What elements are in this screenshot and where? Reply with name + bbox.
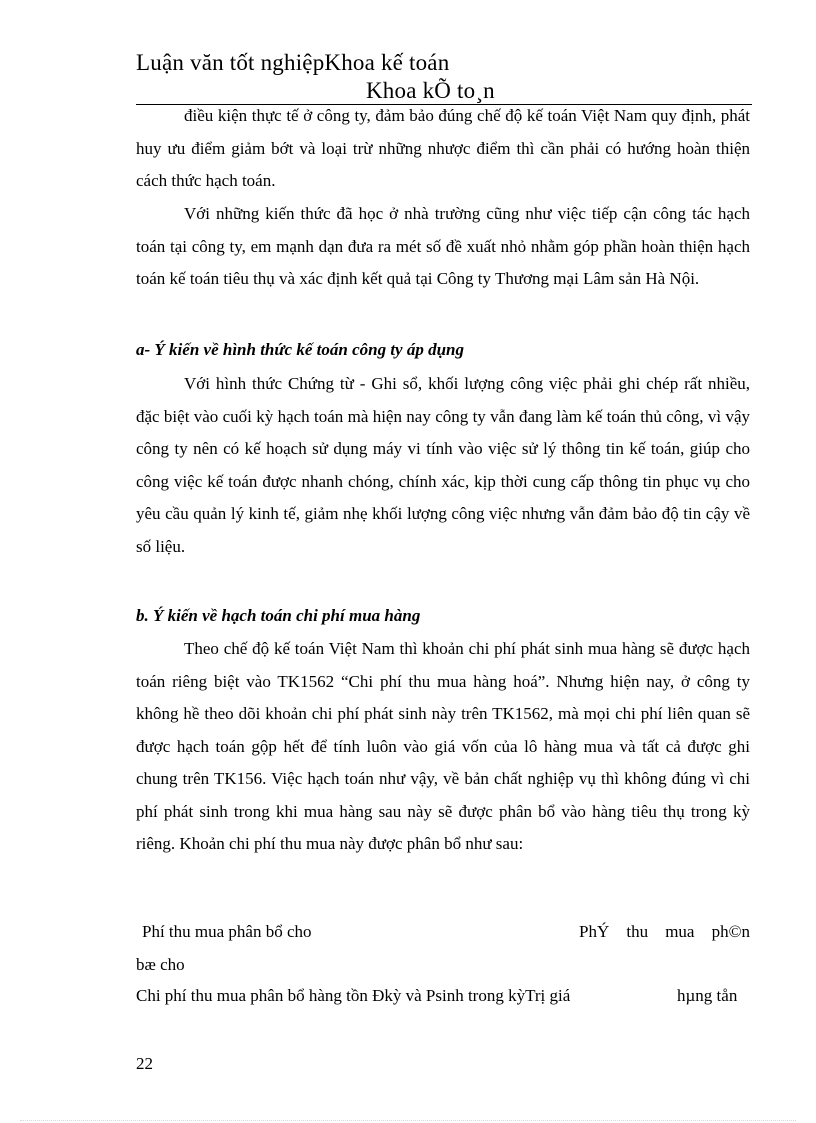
paragraph-proposals: Với những kiến thức đã học ở nhà trường cũng như việc tiếp cận công tác hạch toán tại công ty, em mạnh dạn đưa ra mét số đề xuất nhỏ nhằm góp phần hoàn thiện hạch toán kế toán tiêu thụ và xác định kết quả tại Công ty Thương mại Lâm sản Hà Nội. (136, 204, 750, 288)
formula-line-1 (136, 922, 750, 952)
formula-right-label (579, 922, 750, 942)
page-number: 22 (136, 1054, 153, 1073)
page-bottom-edge (20, 1120, 796, 1121)
formula-numerator-label: Phí thu mua phân bổ cho (142, 922, 312, 941)
section-heading-b: b. Ý kiến về hạch toán chi phí mua hàng (136, 606, 421, 625)
formula-right-word: PhÝ (579, 922, 610, 941)
paragraph-accounting-form: Với hình thức Chứng từ - Ghi sổ, khối lượng công việc phải ghi chép rất nhiều, đặc biệt vào cuối kỳ hạch toán mà hiện nay công ty vẫn đang làm kế toán thủ công, vì vậy công ty nên có kế hoạch sử dụng máy vi tính vào việc sử lý thông tin kế toán, giúp cho công việc kế toán được nhanh chóng, chính xác, kịp thời cung cấp thông tin phục vụ cho yêu cầu quản lý kinh tế, giảm nhẹ khối lượng công việc nhưng vẫn đảm bảo độ tin cậy về số liệu. (136, 374, 750, 556)
formula-stock-label: hµng tån (677, 986, 738, 1005)
section-heading-a: a- Ý kiến về hình thức kế toán công ty áp dụng (136, 340, 465, 359)
formula-line-2 (136, 955, 750, 985)
formula-right-word: ph©n (711, 922, 750, 941)
formula-continuation: bæ cho (136, 955, 185, 974)
formula-denominator-label: Chi phí thu mua phân bổ hàng tồn Đkỳ và Psinh trong kỳTrị giá (136, 986, 571, 1005)
paragraph-intro-continued: điều kiện thực tế ở công ty, đảm bảo đúng chế độ kế toán Việt Nam quy định, phát huy ưu điểm giảm bớt và loại trừ những nhược điểm thì cần phải có hướng hoàn thiện cách thức hạch toán. (136, 106, 750, 190)
paragraph-purchase-costs: Theo chế độ kế toán Việt Nam thì khoản chi phí phát sinh mua hàng sẽ được hạch toán riêng biệt vào TK1562 “Chi phí thu mua hàng hoá”. Nhưng hiện nay, ở công ty không hề theo dõi khoản chi phí phát sinh này trên TK1562, mà mọi chi phí liên quan sẽ được hạch toán gộp hết để tính luôn vào giá vốn của lô hàng mua và tất cả được ghi chung trên TK156. Việc hạch toán như vậy, về bản chất nghiệp vụ thì không đúng vì chi phí phát sinh trong khi mua hàng sau này sẽ được phân bổ vào hàng tiêu thụ trong kỳ riêng. Khoản chi phí thu mua này được phân bổ như sau: (136, 639, 750, 853)
formula-line-3 (136, 986, 750, 1016)
header-title: Luận văn tốt nghiệpKhoa kế toán (136, 50, 450, 75)
header-subtitle: Khoa kÕ to¸n (366, 78, 495, 103)
formula-right-word: thu (626, 922, 649, 941)
formula-right-word: mua (665, 922, 695, 941)
